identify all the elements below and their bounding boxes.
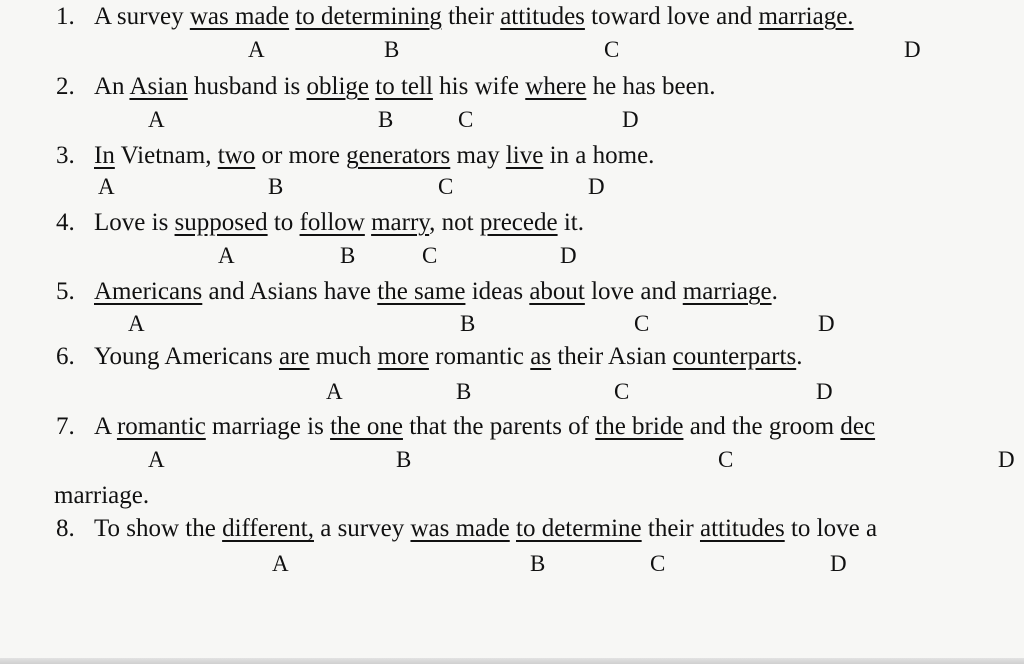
text-segment: A survey — [94, 3, 190, 30]
question-text — [94, 141, 654, 171]
underlined-option-c: to determine — [516, 515, 642, 542]
underlined-option-a: was made — [189, 3, 290, 30]
option-letter-a: A — [218, 243, 235, 268]
option-letter-a: A — [272, 551, 289, 576]
text-segment: . — [796, 343, 803, 370]
option-letter-c: C — [634, 311, 650, 336]
underlined-option-c: the bride — [595, 413, 684, 440]
text-segment: toward love and — [584, 3, 759, 30]
option-letter-d: D — [830, 551, 847, 576]
underlined-option-d: live — [505, 142, 544, 169]
text-segment: husband is — [187, 73, 307, 100]
underlined-option-c: attitudes — [500, 3, 585, 30]
question-text — [94, 277, 778, 307]
text-segment: he has been. — [586, 73, 716, 100]
underlined-option-b: follow — [299, 209, 365, 236]
option-letter-d: D — [622, 107, 639, 132]
underlined-option-d: precede — [479, 209, 558, 236]
option-letter-b: B — [460, 311, 476, 336]
question-text — [94, 514, 877, 544]
text-segment: , not — [429, 209, 480, 236]
option-letter-d: D — [998, 447, 1015, 472]
question-number: 4. — [56, 209, 75, 236]
option-letter-d: D — [588, 174, 605, 199]
text-segment: to love a — [784, 515, 878, 542]
question-number: 1. — [56, 3, 75, 30]
question-number: 5. — [56, 278, 75, 305]
underlined-option-a: Asian — [129, 73, 188, 100]
underlined-option-d: attitudes — [699, 515, 785, 542]
text-segment: may — [450, 142, 506, 169]
underlined-option-c: to tell — [375, 73, 433, 100]
option-letter-a: A — [248, 37, 265, 62]
text-segment: romantic — [428, 343, 531, 370]
text-segment: love and — [584, 278, 683, 305]
underlined-option-a: different, — [222, 515, 314, 542]
option-letter-b: B — [268, 174, 284, 199]
question-number: 6. — [56, 343, 75, 370]
continuation-text: marriage. — [54, 482, 150, 509]
option-letter-b: B — [378, 107, 394, 132]
option-letter-d: D — [904, 37, 921, 62]
text-segment: Love is — [94, 209, 175, 236]
text-segment: it. — [557, 209, 584, 236]
option-letter-c: C — [650, 551, 666, 576]
option-letter-c: C — [422, 243, 438, 268]
text-segment: . — [771, 278, 778, 305]
question-number: 8. — [56, 515, 75, 542]
text-segment: much — [309, 343, 378, 370]
underlined-option-a: are — [278, 343, 310, 370]
question-number: 2. — [56, 73, 75, 100]
underlined-option-d: marriage — [682, 278, 772, 305]
option-letter-a: A — [326, 379, 343, 404]
underlined-option-d: counterparts — [672, 343, 797, 370]
question-text — [94, 412, 875, 442]
option-letter-b: B — [396, 447, 412, 472]
underlined-option-b: two — [217, 142, 256, 169]
underlined-option-a: supposed — [174, 209, 268, 236]
underlined-option-b: was made — [410, 515, 510, 542]
option-letter-c: C — [458, 107, 474, 132]
text-segment: marriage is — [205, 413, 331, 440]
option-letter-a: A — [128, 311, 145, 336]
option-letter-a: A — [148, 107, 165, 132]
text-segment: that the parents of — [402, 413, 596, 440]
underlined-option-d: dec — [840, 413, 876, 440]
underlined-option-b: to determining — [295, 3, 442, 30]
option-letter-b: B — [340, 243, 356, 268]
option-letter-a: A — [148, 447, 165, 472]
text-segment: their Asian — [551, 343, 673, 370]
text-segment: in a home. — [543, 142, 655, 169]
option-letter-c: C — [604, 37, 620, 62]
underlined-option-b: the one — [330, 413, 403, 440]
underlined-option-a: romantic — [116, 413, 206, 440]
text-segment: or more — [255, 142, 347, 169]
question-text — [94, 208, 584, 238]
option-letter-b: B — [530, 551, 546, 576]
underlined-option-b: the same — [377, 278, 466, 305]
text-segment: Vietnam, — [114, 142, 218, 169]
text-segment: A — [94, 413, 117, 440]
underlined-option-a: Americans — [94, 278, 203, 305]
underlined-option-d: where — [525, 73, 587, 100]
underlined-option-c: about — [529, 278, 585, 305]
text-segment: An — [94, 73, 130, 100]
text-segment: and Asians have — [202, 278, 378, 305]
underlined-option-a: In — [94, 142, 115, 169]
option-letter-b: B — [456, 379, 472, 404]
option-letter-c: C — [614, 379, 630, 404]
underlined-option-c: as — [530, 343, 552, 370]
option-letter-d: D — [560, 243, 577, 268]
option-letter-a: A — [98, 174, 115, 199]
question-text — [94, 2, 854, 32]
question-text — [94, 342, 802, 372]
question-number: 3. — [56, 142, 75, 169]
underlined-option-c: marry — [371, 209, 430, 236]
underlined-option-d: marriage. — [758, 3, 854, 30]
underlined-option-b: more — [377, 343, 429, 370]
text-segment: Young Americans — [94, 343, 279, 370]
text-segment: to — [267, 209, 300, 236]
option-letter-c: C — [438, 174, 454, 199]
question-number: 7. — [56, 413, 75, 440]
text-segment: their — [641, 515, 700, 542]
text-segment: and the groom — [683, 413, 841, 440]
underlined-option-c: generators — [346, 142, 451, 169]
option-letter-c: C — [718, 447, 734, 472]
text-segment: his wife — [432, 73, 526, 100]
text-segment: their — [441, 3, 501, 30]
text-segment: ideas — [465, 278, 530, 305]
bottom-divider — [0, 658, 1024, 664]
text-segment: a survey — [313, 515, 411, 542]
underlined-option-b: oblige — [306, 73, 370, 100]
question-text — [94, 72, 715, 102]
option-letter-d: D — [816, 379, 833, 404]
option-letter-d: D — [818, 311, 835, 336]
option-letter-b: B — [384, 37, 400, 62]
text-segment: To show the — [94, 515, 223, 542]
